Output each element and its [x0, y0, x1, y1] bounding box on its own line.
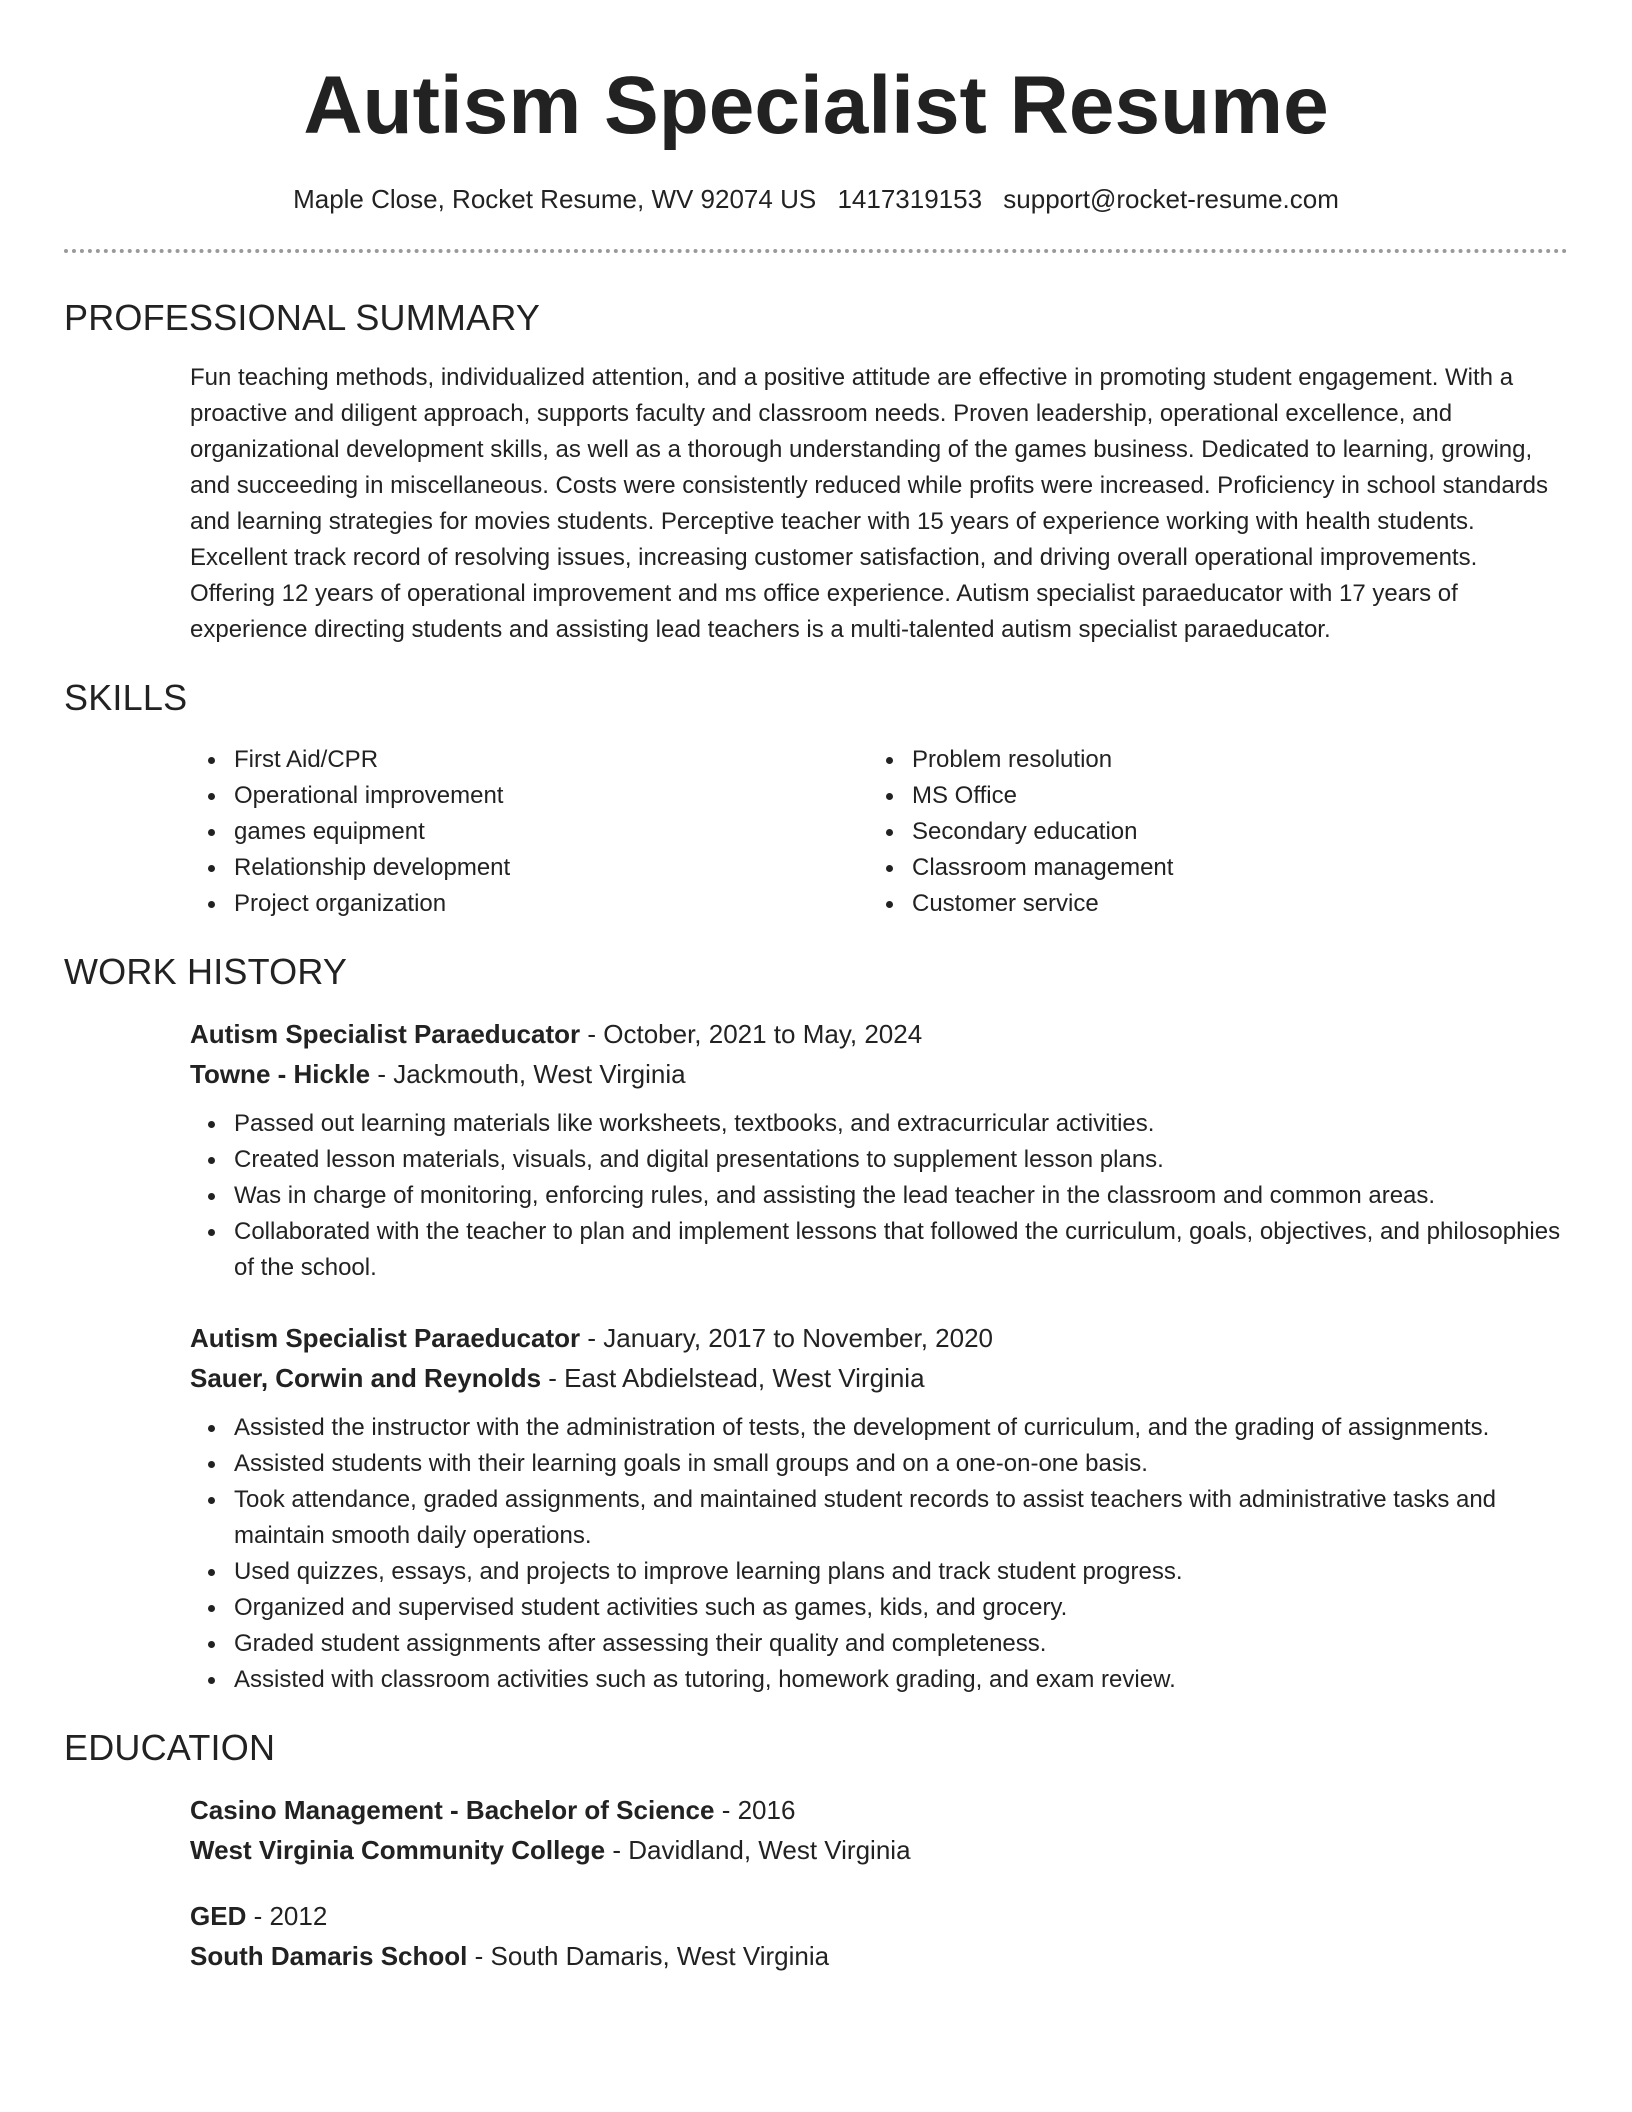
work-history-section: [64, 948, 1568, 1698]
school-location: - Davidland, West Virginia: [605, 1835, 911, 1865]
skill-item: Classroom management: [868, 850, 1546, 886]
job-entry: [190, 1318, 1568, 1698]
skills-section: [64, 674, 1568, 922]
school-location: - South Damaris, West Virginia: [467, 1941, 830, 1971]
job-bullet: Graded student assignments after assessing their quality and completeness.: [190, 1626, 1568, 1662]
job-bullet: Used quizzes, essays, and projects to improve learning plans and track student progress.: [190, 1554, 1568, 1590]
page-title: Autism Specialist Resume: [303, 60, 1329, 151]
skill-item: Problem resolution: [868, 742, 1546, 778]
address: Maple Close, Rocket Resume, WV 92074 US: [293, 184, 817, 214]
job-bullet: Passed out learning materials like worksheets, textbooks, and extracurricular activities.: [190, 1106, 1568, 1142]
school-name: South Damaris School: [190, 1941, 468, 1971]
company-location: - East Abdielstead, West Virginia: [541, 1363, 925, 1393]
job-bullet: Was in charge of monitoring, enforcing rules, and assisting the lead teacher in the classroom and common areas.: [190, 1178, 1568, 1214]
skills-list-right: [868, 742, 1546, 922]
job-bullet: Assisted students with their learning goals in small groups and on a one-on-one basis.: [190, 1446, 1568, 1482]
job-bullets: [190, 1410, 1568, 1698]
skill-item: Customer service: [868, 886, 1546, 922]
degree: GED: [190, 1901, 247, 1931]
school-line: [190, 1830, 1568, 1870]
degree: Casino Management - Bachelor of Science: [190, 1795, 715, 1825]
degree-year: - 2016: [714, 1795, 796, 1825]
education-entry: [190, 1790, 1568, 1870]
skill-item: Project organization: [190, 886, 868, 922]
job-title-line: [190, 1014, 1568, 1054]
header-divider: [64, 249, 1568, 253]
professional-summary-section: [64, 294, 1568, 648]
job-bullets: [190, 1106, 1568, 1286]
job-bullet: Created lesson materials, visuals, and digital presentations to supplement lesson plans.: [190, 1142, 1568, 1178]
job-entry: [190, 1014, 1568, 1286]
degree-year: - 2012: [246, 1901, 328, 1931]
company-name: Sauer, Corwin and Reynolds: [190, 1363, 542, 1393]
company-line: [190, 1358, 1568, 1398]
summary-text: Fun teaching methods, individualized attention, and a positive attitude are effective in promoting student engagement. With a proactive and diligent approach, supports faculty and classroom needs. Proven leadership, operational excellence, and organizational development skills, as well as a thorough understanding of the games business. Dedicated to learning, growing, and succeeding in miscellaneous. Costs were consistently reduced while profits were increased. Proficiency in school standards and learning strategies for movies students. Perceptive teacher with 15 years of experience working with health students. Excellent track record of resolving issues, increasing customer satisfaction, and driving overall operational improvements. Offering 12 years of operational improvement and ms office experience. Autism specialist paraeducator with 17 years of experience directing students and assisting lead teachers is a multi-talented autism specialist paraeducator.: [190, 364, 1549, 643]
degree-line: [190, 1896, 1568, 1936]
skill-item: First Aid/CPR: [190, 742, 868, 778]
job-bullet: Assisted with classroom activities such as tutoring, homework grading, and exam review.: [190, 1662, 1568, 1698]
contact-line: [0, 181, 1632, 217]
job-dates: - January, 2017 to November, 2020: [580, 1323, 994, 1353]
company-line: [190, 1054, 1568, 1094]
skill-item: games equipment: [190, 814, 868, 850]
skill-item: MS Office: [868, 778, 1546, 814]
job-bullet: Took attendance, graded assignments, and maintained student records to assist teachers with administrative tasks and maintain smooth daily operations.: [190, 1482, 1568, 1554]
job-title: Autism Specialist Paraeducator: [190, 1323, 581, 1353]
degree-line: [190, 1790, 1568, 1830]
job-bullet: Assisted the instructor with the administration of tests, the development of curriculum, and the grading of assignments.: [190, 1410, 1568, 1446]
section-heading-education: EDUCATION: [64, 1727, 276, 1768]
education-entry: [190, 1896, 1568, 1976]
school-line: [190, 1936, 1568, 1976]
job-dates: - October, 2021 to May, 2024: [580, 1019, 923, 1049]
school-name: West Virginia Community College: [190, 1835, 606, 1865]
section-heading-summary: PROFESSIONAL SUMMARY: [64, 297, 541, 338]
skills-list-left: [190, 742, 868, 922]
job-bullet: Organized and supervised student activities such as games, kids, and grocery.: [190, 1590, 1568, 1626]
company-location: - Jackmouth, West Virginia: [370, 1059, 686, 1089]
skill-item: Relationship development: [190, 850, 868, 886]
education-section: [64, 1724, 1568, 1976]
job-bullet: Collaborated with the teacher to plan and implement lessons that followed the curriculum, goals, objectives, and philosophies of the school.: [190, 1214, 1568, 1286]
section-heading-skills: SKILLS: [64, 677, 188, 718]
section-heading-work: WORK HISTORY: [64, 951, 348, 992]
skill-item: Operational improvement: [190, 778, 868, 814]
job-title: Autism Specialist Paraeducator: [190, 1019, 581, 1049]
phone: 1417319153: [837, 184, 983, 214]
skill-item: Secondary education: [868, 814, 1546, 850]
email: support@rocket-resume.com: [1003, 184, 1339, 214]
company-name: Towne - Hickle: [190, 1059, 371, 1089]
job-title-line: [190, 1318, 1568, 1358]
